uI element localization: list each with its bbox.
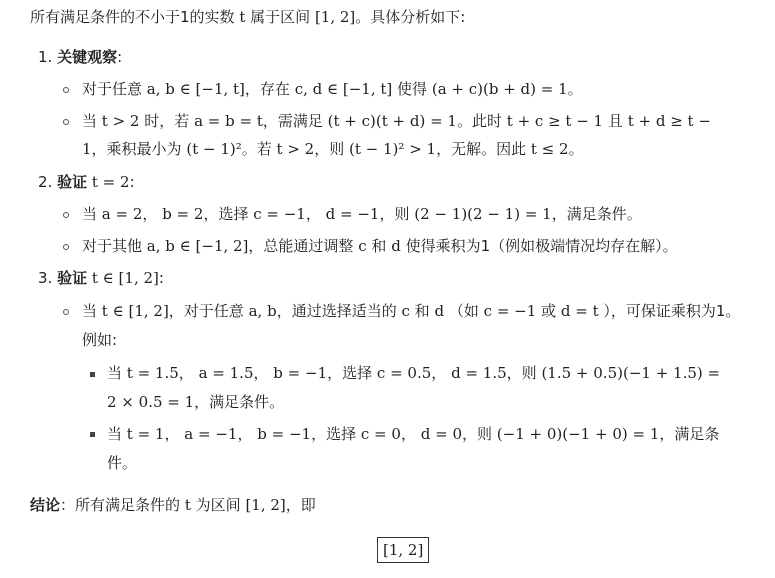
math: (a + c)(b + d) = 1 — [431, 80, 568, 98]
bullet-circle — [63, 212, 69, 218]
text: 件。 — [107, 454, 138, 472]
text: ，满足条件。 — [194, 393, 285, 411]
text: ，存在 — [244, 80, 290, 98]
colon: : — [129, 173, 135, 191]
math: a, b — [248, 302, 277, 320]
text: 当 — [82, 112, 98, 130]
text: ，乘积最小为 — [91, 140, 182, 158]
list-number: 1. — [38, 48, 53, 66]
math: t = 1 — [126, 425, 165, 443]
section1-heading — [38, 46, 122, 68]
text: ，则 — [379, 205, 410, 223]
math: [1, 2] — [245, 496, 286, 514]
list-number: 3. — [38, 269, 53, 287]
text: 为区间 — [195, 496, 241, 514]
section3-heading — [38, 267, 164, 289]
math: 1 — [82, 140, 92, 158]
section1-bullet2-line2 — [82, 138, 584, 160]
math: t ∈ [1, 2] — [91, 269, 159, 287]
math: c = 0 — [360, 425, 401, 443]
section3-sub2-line1 — [107, 423, 719, 445]
math: c = −1 — [483, 302, 537, 320]
math: d — [434, 302, 445, 320]
text: ， — [178, 364, 194, 382]
boxed-answer: [1, 2] — [377, 537, 429, 563]
section2-bullet2 — [82, 235, 678, 257]
math: t + d ≥ t − — [627, 112, 711, 130]
math: t = 1.5 — [126, 364, 179, 382]
math: d = 1.5 — [451, 364, 507, 382]
math: (t − 1)² > 1 — [349, 140, 437, 158]
math: t ≤ 2 — [530, 140, 569, 158]
text: 。 — [568, 140, 584, 158]
section2-heading — [38, 171, 135, 193]
section-title: 验证 — [57, 173, 88, 191]
math: c — [401, 302, 410, 320]
section-title: 验证 — [57, 269, 88, 287]
math: (2 − 1)(2 − 1) = 1 — [414, 205, 552, 223]
intro-text: 。具体分析如下: — [355, 8, 466, 26]
math-t: t — [239, 8, 246, 26]
text: 所有满足条件的 — [75, 496, 181, 514]
section3-bullet1-line1 — [82, 300, 740, 322]
bullet-circle — [63, 309, 69, 315]
bullet-square — [90, 372, 95, 377]
text: 当 — [107, 364, 123, 382]
bullet-circle — [63, 87, 69, 93]
text: 时，若 — [144, 112, 190, 130]
text: （如 — [448, 302, 479, 320]
math: c = −1 — [253, 205, 306, 223]
math: d = t — [560, 302, 599, 320]
math: a, b ∈ [−1, 2] — [146, 237, 249, 255]
colon: : — [158, 269, 164, 287]
math: b = −1 — [257, 425, 312, 443]
text: ，需满足 — [262, 112, 323, 130]
text: 和 — [371, 237, 387, 255]
math: d = −1 — [325, 205, 380, 223]
math: c — [358, 237, 367, 255]
text: ，满足条 — [659, 425, 720, 443]
text: 例如: — [82, 331, 118, 349]
text: ， — [142, 205, 158, 223]
math: (t − 1)² — [186, 140, 242, 158]
math: d = 0 — [420, 425, 462, 443]
math: t = 2 — [91, 173, 130, 191]
math: c, d ∈ [−1, t] — [294, 80, 393, 98]
bullet-circle — [63, 244, 69, 250]
text: ，对于任意 — [168, 302, 244, 320]
text: ，选择 — [203, 205, 249, 223]
bullet-circle — [63, 119, 69, 125]
math: (t + c)(t + d) = 1 — [327, 112, 457, 130]
list-number: 2. — [38, 173, 53, 191]
text: ，无解。因此 — [436, 140, 527, 158]
text: 当 — [107, 425, 123, 443]
text: ，选择 — [311, 425, 357, 443]
text: ， — [164, 425, 180, 443]
text: 。此时 — [456, 112, 502, 130]
math-interval: [1, 2] — [314, 8, 356, 26]
text: ： — [60, 496, 76, 514]
text: 使得 — [397, 80, 428, 98]
section1-bullet2-line1 — [82, 110, 711, 132]
text: 对于其他 — [82, 237, 143, 255]
section3-bullet1-line2 — [82, 329, 117, 351]
text: 使得乘积为1（例如极端情况均存在解）。 — [405, 237, 678, 255]
text: ，则 — [314, 140, 345, 158]
text: ，总能通过调整 — [248, 237, 354, 255]
text: 和 — [414, 302, 430, 320]
section3-sub2-line2 — [107, 452, 137, 474]
text: ， — [400, 425, 416, 443]
math: t > 2 — [276, 140, 315, 158]
math: t > 2 — [101, 112, 140, 130]
text: ，即 — [285, 496, 316, 514]
math: d — [391, 237, 401, 255]
math: a = b = t — [194, 112, 263, 130]
math: 2 × 0.5 = 1 — [107, 393, 195, 411]
math: (1.5 + 0.5)(−1 + 1.5) = — [541, 364, 721, 382]
conclusion-label: 结论 — [30, 496, 61, 514]
math: a, b ∈ [−1, t] — [146, 80, 245, 98]
intro-line — [30, 6, 465, 28]
math: b = −1 — [273, 364, 328, 382]
text: 当 — [82, 302, 98, 320]
text: 对于任意 — [82, 80, 143, 98]
text: ，则 — [461, 425, 492, 443]
text: 当 — [82, 205, 98, 223]
text: ， — [305, 205, 321, 223]
math: t ∈ [1, 2] — [101, 302, 169, 320]
math: c = 0.5 — [376, 364, 432, 382]
text: ），可保证乘积为1。 — [603, 302, 741, 320]
bullet-square — [90, 432, 95, 437]
colon: : — [117, 48, 123, 66]
text: ，通过选择适当的 — [276, 302, 397, 320]
text: 。 — [567, 80, 583, 98]
intro-text: 所有满足条件的不小于1的实数 — [30, 8, 235, 26]
text: ， — [253, 364, 269, 382]
math: a = −1 — [184, 425, 238, 443]
math: t — [184, 496, 191, 514]
text: 。若 — [241, 140, 272, 158]
math: b = 2 — [162, 205, 204, 223]
section3-sub1-line1 — [107, 362, 720, 384]
conclusion-line — [30, 494, 316, 516]
section3-sub1-line2 — [107, 391, 284, 413]
section1-bullet1 — [82, 78, 583, 100]
text: ，则 — [506, 364, 537, 382]
text: 或 — [541, 302, 557, 320]
text: ， — [237, 425, 253, 443]
math: t + c ≥ t − 1 — [506, 112, 604, 130]
text: ， — [431, 364, 447, 382]
text: ，选择 — [327, 364, 373, 382]
text: 且 — [607, 112, 623, 130]
section-title: 关键观察 — [57, 48, 118, 66]
section2-bullet1 — [82, 203, 642, 225]
intro-text: 属于区间 — [250, 8, 311, 26]
text: ，满足条件。 — [551, 205, 642, 223]
math: (−1 + 0)(−1 + 0) = 1 — [496, 425, 660, 443]
math: a = 1.5 — [198, 364, 254, 382]
math: a = 2 — [101, 205, 143, 223]
